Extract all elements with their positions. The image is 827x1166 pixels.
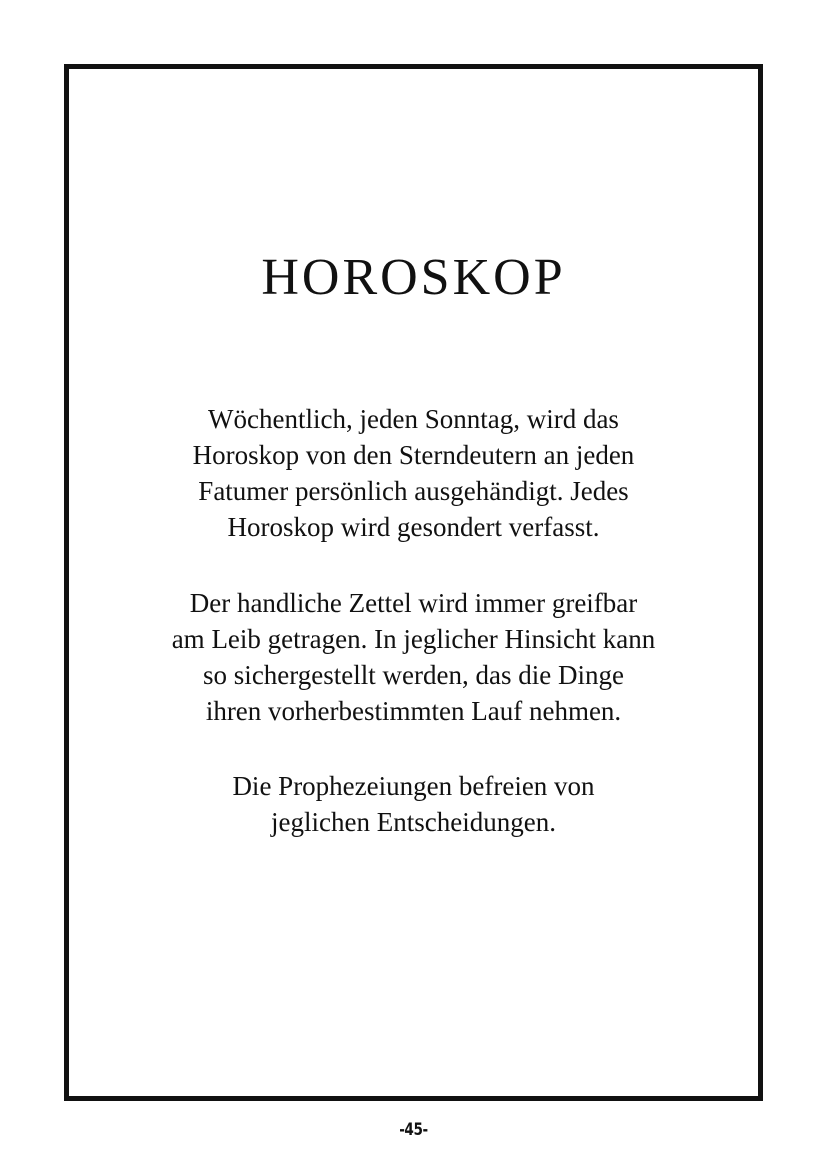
paragraph-prophecies: Die Prophezeiungen befreien von jeglichen Entscheidungen. <box>232 771 595 837</box>
page-frame <box>64 64 763 1101</box>
page-title: HOROSKOP <box>261 249 566 306</box>
paragraph-handy-note: Der handliche Zettel wird immer greifbar am Leib getragen. In jeglicher Hinsicht kann so sichergestellt werden, das die Dinge ihren vorherbestimmten Lauf nehmen. <box>171 588 656 726</box>
paragraph-weekly-horoscope: Wöchentlich, jeden Sonntag, wird das Horoskop von den Sterndeutern an jeden Fatumer persönlich ausgehändigt. Jedes Horoskop wird gesondert verfasst. <box>192 404 635 542</box>
page-number: -45- <box>399 1120 428 1140</box>
